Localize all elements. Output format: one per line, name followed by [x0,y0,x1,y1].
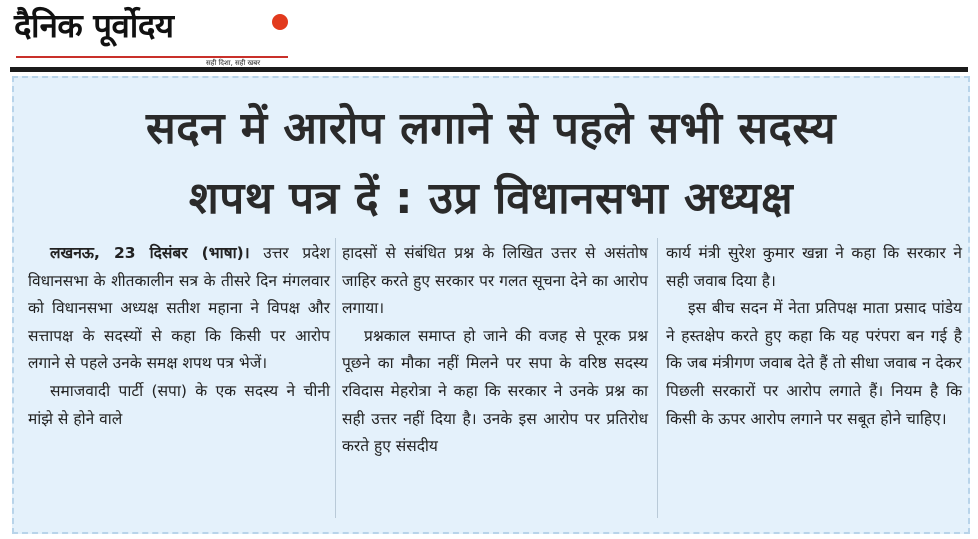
article-column-1 [28,240,330,433]
headline-line-2: शपथ पत्र दें : उप्र विधानसभा अध्यक्ष [188,173,794,224]
masthead [14,4,304,72]
column-3-paragraph-1: कार्य मंत्री सुरेश कुमार खन्ना ने कहा कि सरकार ने सही जवाब दिया है। [666,244,962,290]
logo-underline [16,56,288,58]
news-clipping [12,76,970,534]
column-1-paragraph-1: उत्तर प्रदेश विधानसभा के शीतकालीन सत्र के तीसरे दिन मंगलवार को विधानसभा अध्यक्ष सतीश महाना ने विपक्ष और सत्तापक्ष के सदस्यों से कहा कि किसी पर आरोप लगाने से पहले उनके समक्ष शपथ पत्र भेजें। [28,244,330,373]
article-column-3 [666,240,962,433]
article-dateline: लखनऊ, 23 दिसंबर (भाषा)। [50,244,250,262]
article-column-2 [342,240,648,461]
column-1-paragraph-2: समाजवादी पार्टी (सपा) के एक सदस्य ने चीनी मांझे से होने वाले [28,381,330,428]
column-2-paragraph-2: प्रश्नकाल समाप्त हो जाने की वजह से पूरक प्रश्न पूछने का मौका नहीं मिलने पर सपा के वरिष्ठ सदस्य रविदास मेहरोत्रा ने कहा कि सरकार ने उनके प्रश्न का सही उत्तर नहीं दिया है। उनके इस आरोप पर प्रतिरोध करते हुए संसदीय [342,326,648,456]
article-headline [14,94,968,234]
column-divider [335,238,336,518]
newspaper-logo-title: दैनिक पूर्वोदय [14,6,174,45]
headline-line-1: सदन में आरोप लगाने से पहले सभी सदस्य [145,103,837,154]
header-divider [10,67,968,72]
logo-dot-icon [272,14,288,30]
column-divider [657,238,658,518]
column-2-paragraph-1: हादसों से संबंधित प्रश्न के लिखित उत्तर से असंतोष जाहिर करते हुए सरकार पर गलत सूचना देने का आरोप लगाया। [342,244,648,318]
newspaper-tagline: सही दिशा, सही खबर [206,59,261,67]
column-3-paragraph-2: इस बीच सदन में नेता प्रतिपक्ष माता प्रसाद पांडेय ने हस्तक्षेप करते हुए कहा कि यह परंपरा बन गई है कि जब मंत्रीगण जवाब देते हैं तो सीधा जवाब न देकर पिछली सरकारों पर आरोप लगाते हैं। नियम है कि किसी के ऊपर आरोप लगाने पर सबूत होने चाहिए। [666,299,962,428]
